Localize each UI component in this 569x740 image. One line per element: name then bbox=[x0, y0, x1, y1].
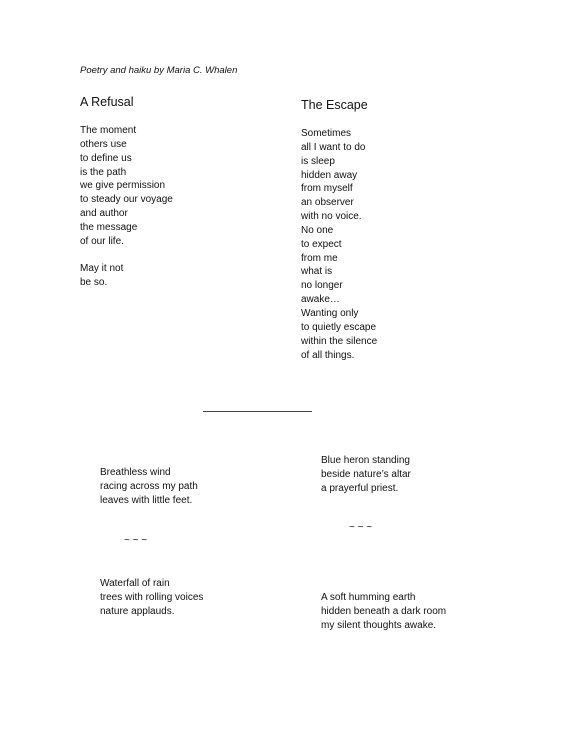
haiku-line: a prayerful priest. bbox=[321, 483, 399, 494]
poem-line: is sleep bbox=[301, 155, 335, 167]
poem-line: to steady our voyage bbox=[80, 194, 173, 206]
poem-line: and author bbox=[80, 208, 128, 220]
poem-line: with no voice. bbox=[301, 211, 362, 223]
haiku-humming-earth bbox=[321, 591, 446, 633]
haiku-blue-heron bbox=[321, 454, 411, 496]
poem-line: of our life. bbox=[80, 235, 124, 247]
poem-line: what is bbox=[301, 266, 333, 278]
poem-body-a-refusal bbox=[80, 124, 173, 290]
haiku-separator: ~ ~ ~ bbox=[349, 522, 373, 533]
poem-line: within the silence bbox=[301, 335, 378, 347]
byline: Poetry and haiku by Maria C. Whalen bbox=[80, 65, 238, 76]
poem-title-the-escape: The Escape bbox=[301, 98, 368, 112]
poem-line: Sometimes bbox=[301, 128, 352, 139]
poem-line: from myself bbox=[301, 183, 353, 195]
poem-line: to quietly escape bbox=[301, 321, 377, 333]
poem-line: the message bbox=[80, 221, 138, 233]
haiku-line: leaves with little feet. bbox=[100, 495, 193, 506]
poem-line: hidden away bbox=[301, 169, 358, 181]
stanza-break bbox=[80, 249, 173, 263]
haiku-line: Waterfall of rain bbox=[100, 578, 170, 589]
poem-line: all I want to do bbox=[301, 141, 366, 153]
haiku-line: nature applauds. bbox=[100, 606, 175, 617]
poem-line: No one bbox=[301, 224, 334, 236]
haiku-line: Blue heron standing bbox=[321, 455, 410, 466]
haiku-line: Breathless wind bbox=[100, 467, 171, 478]
poem-line: awake… bbox=[301, 294, 340, 306]
poem-line: from me bbox=[301, 252, 338, 264]
haiku-line: A soft humming earth bbox=[321, 592, 416, 603]
haiku-line: racing across my path bbox=[100, 481, 198, 492]
poem-line: The moment bbox=[80, 125, 137, 136]
poem-line: no longer bbox=[301, 280, 343, 292]
section-divider bbox=[203, 411, 312, 412]
haiku-line: hidden beneath a dark room bbox=[321, 606, 447, 617]
poem-line: be so. bbox=[80, 277, 108, 289]
haiku-line: my silent thoughts awake. bbox=[321, 620, 437, 631]
haiku-separator: ~ ~ ~ bbox=[124, 535, 148, 546]
poem-line: is the path bbox=[80, 166, 127, 178]
haiku-waterfall-of-rain bbox=[100, 577, 203, 619]
poem-body-the-escape bbox=[301, 127, 377, 362]
haiku-line: trees with rolling voices bbox=[100, 592, 204, 603]
poem-line: we give permission bbox=[80, 180, 166, 192]
haiku-breathless-wind bbox=[100, 466, 198, 508]
haiku-line: beside nature’s altar bbox=[321, 469, 411, 480]
poem-line: to define us bbox=[80, 152, 132, 164]
poem-line: of all things. bbox=[301, 349, 355, 361]
poem-line: May it not bbox=[80, 263, 124, 275]
poem-line: to expect bbox=[301, 238, 342, 250]
poem-line: Wanting only bbox=[301, 307, 359, 319]
poem-line: others use bbox=[80, 138, 127, 150]
poem-line: an observer bbox=[301, 197, 354, 209]
poem-title-a-refusal: A Refusal bbox=[80, 95, 134, 109]
